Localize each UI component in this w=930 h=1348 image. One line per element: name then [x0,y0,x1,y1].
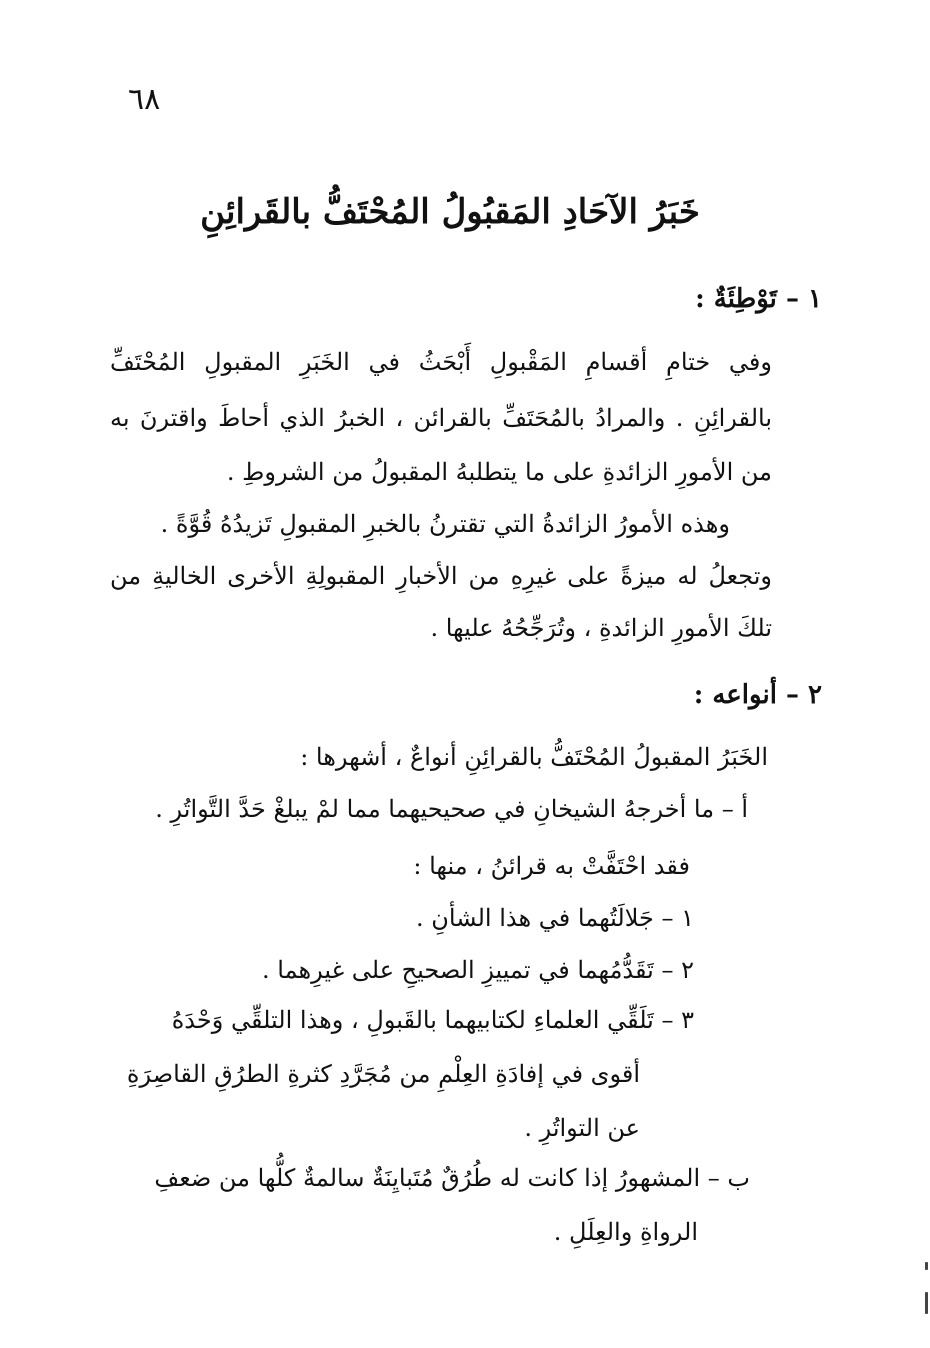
section-heading-types: ٢ – أنواعه : [693,680,822,710]
scan-speck [925,1262,928,1270]
numbered-item-3-continuation: عن التواتُرِ . [524,1114,640,1142]
paragraph-line: بالقرائِنِ . والمرادُ بالمُحَتَفِّ بالقرائن ، الخبرُ الذي أحاطَ واقترنَ به [110,404,772,432]
list-item-b: ب – المشهورُ إذا كانت له طُرُقٌ مُتَبايِنَةٌ سالمةٌ كلُّها من ضعفِ [154,1164,750,1192]
numbered-item-2: ٢ – تَقَدُّمُهما في تمييزِ الصحيحِ على غيرِهما . [262,956,694,984]
paragraph-line: وتجعلُ له ميزةً على غيرِهِ من الأخبارِ المقبولِةِ الأخرى الخاليةِ من [110,562,772,590]
section-heading-introduction: ١ – تَوْطِئَةٌ : [695,284,822,314]
numbered-item-1: ١ – جَلالَتُهما في هذا الشأنِ . [416,904,694,932]
list-item-a-subline: فقد احْتَفَّتْ به قرائنُ ، منها : [413,852,690,880]
paragraph-line: تلكَ الأمورِ الزائدةِ ، وتُرَجِّحُهُ عليها . [430,614,772,642]
intro-line: الخَبَرُ المقبولُ المُحْتَفُّ بالقرائِنِ أنواعٌ ، أشهرها : [300,743,768,771]
page-title: خَبَرُ الآحَادِ المَقبُولُ المُحْتَفُّ بالقَرائِنِ [200,192,700,232]
scan-speck [925,1292,928,1314]
numbered-item-3-continuation: أقوى في إفادَةِ العِلْمِ من مُجَرَّدِ كثرةِ الطرُقِ القاصِرَةِ [126,1060,640,1088]
list-item-b-continuation: الرواةِ والعِلَلِ . [553,1218,698,1246]
paragraph-line: وهذه الأمورُ الزائدةُ التي تقترنُ بالخبرِ المقبولِ تَزيدُهُ قُوَّةً . [160,510,730,538]
list-item-a: أ – ما أخرجهُ الشيخانِ في صحيحيهما مما لمْ يبلغْ حَدَّ التَّواتُرِ . [155,795,748,823]
paragraph-line: وفي ختامِ أقسامِ المَقْبولِ أَبْحَثُ في الخَبَرِ المقبولِ المُحْتَفِّ [110,348,772,376]
numbered-item-3: ٣ – تَلَقِّي العلماءِ لكتابيهما بالقَبولِ ، وهذا التلقِّي وَحْدَهُ [171,1006,694,1034]
paragraph-line: من الأمورِ الزائدةِ على ما يتطلبهُ المقبولُ من الشروطِ . [226,458,772,486]
page-number: ٦٨ [128,82,161,117]
